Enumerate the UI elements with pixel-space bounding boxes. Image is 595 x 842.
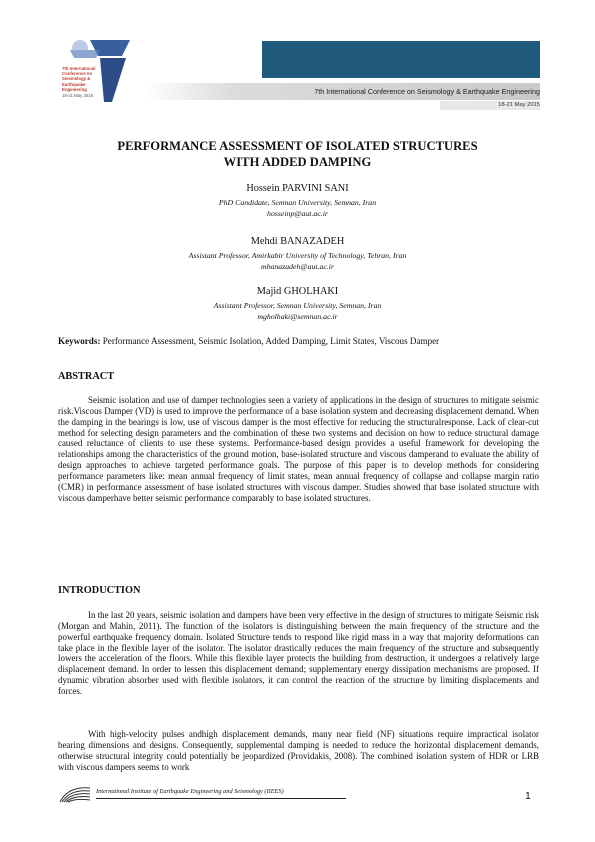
intro-paragraph-2: With high-velocity pulses andhigh displacement demands, many near field (NF) situations require impractical isolator bearing dimensions and designs. Consequently, supplemental damping is needed to reduce the horizontal displacement demands, otherwise structural integrity could potentially be jeopardized (Providakis, 2008). The combined isolation system of HDR or LRB with viscous dampers seems to work xyxy=(58,729,539,772)
introduction-heading: INTRODUCTION xyxy=(58,585,141,596)
keywords-text: Performance Assessment, Seismic Isolation, Added Damping, Limit States, Viscous Damper xyxy=(102,336,440,346)
iiees-logo-icon xyxy=(58,782,92,804)
abstract-heading: ABSTRACT xyxy=(58,371,115,382)
logo-text: 7th International Conference on Seismology & Earthquake Engineering 18-21 May 2015 xyxy=(62,66,96,99)
page-number: 1 xyxy=(525,790,531,802)
author-block xyxy=(0,182,595,219)
footer-rule xyxy=(96,798,346,799)
abstract-text: Seismic isolation and use of damper technologies seen a variety of applications in the design of structures to mitigate seismic risk.Viscous Damper (VD) is used to improve the performance of a base isolation system and decreasing displacement demand. When the damping in the bearings is low, use of viscous damper is the most effective for reducing the structuralresponse. Lack of clear-cut method for selecting design parameters and the combination of these two systems and decision on how to reduce structural damage caused reluctance of clients to use these systems. Performance-based design provides a useful framework for developing the relationships among the characteristics of the ground motion, base-isolated structure and viscous damperand to evaluate the ability of design approaches to achieve targeted performance goals. The purpose of this paper is to develop methods for considering performance parameters like: mean annual frequency of limit states, mean annual frequency of collapse and collapse margin ratio (CMR) in performance assessment of base isolated structures with viscous damper. Studies showed that base isolated structure with viscous damperhave better seismic performance comparably to base isolated structures. xyxy=(58,395,539,503)
author-email: mbanazadeh@aut.ac.ir xyxy=(260,261,334,271)
conference-title: 7th International Conference on Seismology & Earthquake Engineering xyxy=(314,87,540,96)
author-name: Hossein PARVINI SANI xyxy=(246,183,349,194)
author-email: mgholhaki@semnan.ac.ir xyxy=(257,311,338,321)
intro-paragraph-1: In the last 20 years, seismic isolation and dampers have been very effective in the design of structures to mitigate Seismic risk (Morgan and Mahin, 2011). The function of the isolators is distinguishing between the main frequency of the structure and the powerful earthquake frequency domain. Isolated Structure tends to respond like rigid mass in a way that majority deformations can take place in the flexible layer of the isolator. The isolator drastically reduces the main frequency of the structure and subsequently lowers the acceleration of the floors. While this flexible layer protects the building from destruction, it undergoes a relatively large displacement demand. In order to lessen this displacement demand; supplementary energy dissipation mechanisms are proposed. If dynamic vibration absorber used with flexible isolators, it can control the reaction of the structure by limiting displacements and forces. xyxy=(58,610,539,696)
author-name: Majid GHOLHAKI xyxy=(256,286,339,297)
author-block xyxy=(0,235,595,272)
header-color-block xyxy=(262,41,540,78)
conference-date: 18-21 May 2015 xyxy=(440,101,540,110)
author-affiliation: PhD Candidate, Semnan University, Semnan, Iran xyxy=(218,198,377,207)
keywords-label: Keywords: xyxy=(58,336,101,346)
paper-title: PERFORMANCE ASSESSMENT OF ISOLATED STRUCTURES WITH ADDED DAMPING xyxy=(117,139,478,169)
author-block xyxy=(0,285,595,322)
author-affiliation: Assistant Professor, Semnan University, Semnan, Iran xyxy=(213,301,382,310)
author-affiliation: Assistant Professor, Amirkabir University of Technology, Tehran, Iran xyxy=(188,251,407,260)
author-email: hosseinp@aut.ac.ir xyxy=(267,208,328,218)
footer-institute: International Institute of Earthquake Engineering and Seismology (IIEES) xyxy=(96,788,284,795)
author-name: Mehdi BANAZADEH xyxy=(250,236,345,247)
keywords xyxy=(58,336,548,346)
